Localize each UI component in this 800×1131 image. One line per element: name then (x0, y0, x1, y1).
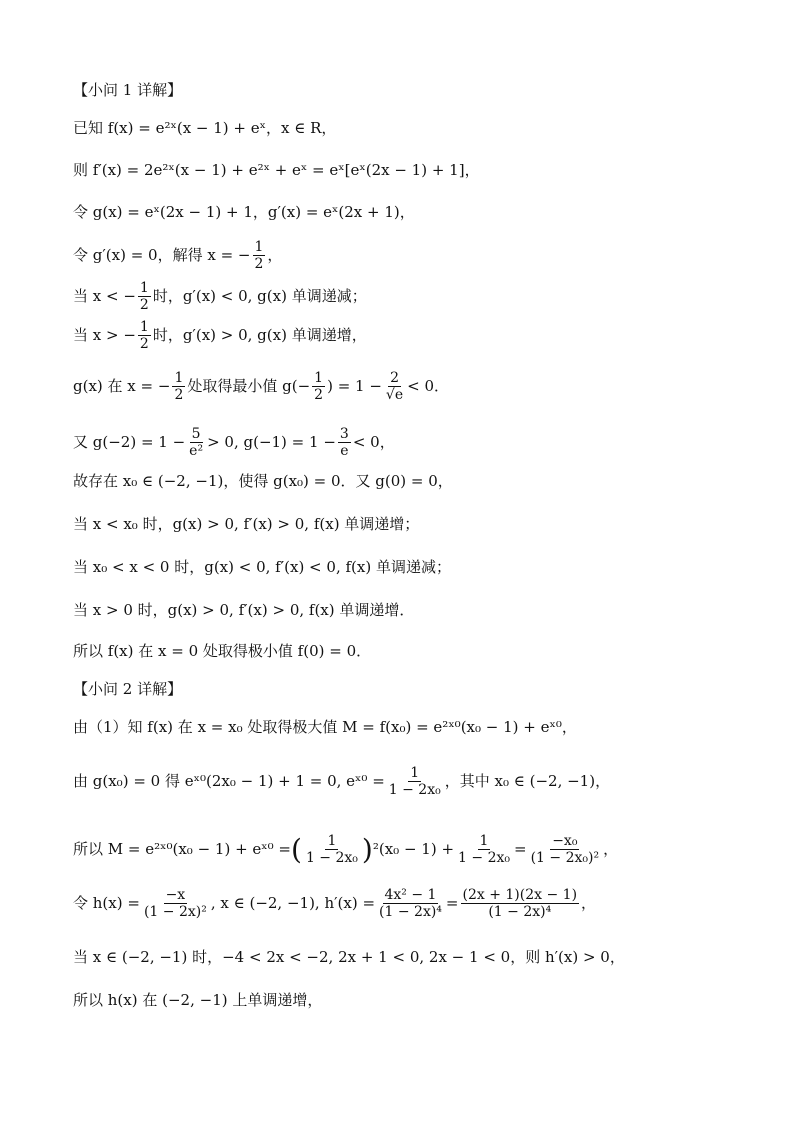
monotonic-conclusion-line: 所以 h(x) 在 (−2, −1) 上单调递增， (73, 991, 323, 1009)
fraction: $\frac{1}{2}$ (314, 370, 324, 403)
fraction: $\frac{1}{2}$ (139, 280, 149, 313)
fraction: $\frac{3}{e}$ (339, 426, 349, 459)
fraction: $\frac{\text{4x² − 1}}{\text{(1 − 2x)⁴}}$ (379, 887, 442, 920)
fraction: $\frac{1}{\text{1 − 2x₀}}$ (305, 833, 358, 866)
maximum-value-line: 由（1）知 f(x) 在 x = x₀ 处取得极大值 M = f(x₀) = e²ˣ⁰(x₀ − 1) + eˣ⁰， (73, 718, 577, 736)
minimum-value-line: g(x) 在 x = − $\frac{1}{2}$ 处取得最小值 g(− $\frac{1}{2}$ ) = 1 − $\frac{2}{√e}$ < 0． (73, 370, 450, 403)
sign-evaluation-line: 又 g(−2) = 1 − $\frac{5}{\text{e²}}$ > 0, g(−1) = 1 − $\frac{3}{e}$ < 0， (73, 426, 395, 459)
section-heading-1: 【小问 1 详解】 (73, 81, 183, 99)
solve-g-prime-line: 令 g′(x) = 0，解得 x = − $\frac{1}{2}$ ， (73, 239, 283, 272)
increasing-interval-line: 当 x > − $\frac{1}{2}$ 时，g′(x) > 0, g(x) 单调递增， (73, 319, 367, 352)
m-expression-line: 所以 M = e²ˣ⁰(x₀ − 1) + eˣ⁰ = ( $\frac{1}{\text{1 − 2x₀}}$ ) ²(x₀ − 1) + $\frac{1}{\text{1 − 2x₀}}$ = $\frac{\text{−x₀}}{\text{(1 − 2x₀)²}}$ ， (73, 832, 619, 866)
decreasing-interval-line: 当 x < − $\frac{1}{2}$ 时，g′(x) < 0, g(x) 单调递减； (73, 280, 367, 313)
fraction: $\frac{(2x + 1)(2x - 1)}{\text{(1 − 2x)⁴}}$ (462, 887, 578, 920)
h-function-line: 令 h(x) = $\frac{-x}{\text{(1 − 2x)²}}$ , x ∈ (−2, −1), h′(x) = $\frac{\text{4x² − 1}}{\text{(1 − 2x)⁴}}$ = $\frac{(2x + 1)(2x - 1)}{\text{(1 − 2x)⁴}}$ ， (73, 887, 597, 920)
fraction: $\frac{1}{\text{1 − 2x₀}}$ (388, 765, 441, 798)
fraction: $\frac{\text{−x₀}}{\text{(1 − 2x₀)²}}$ (530, 833, 600, 866)
substitution-line: 由 g(x₀) = 0 得 eˣ⁰(2x₀ − 1) + 1 = 0, eˣ⁰ = $\frac{1}{\text{1 − 2x₀}}$ ，其中 x₀ ∈ (−2, −1)， (73, 765, 611, 798)
define-g-line: 令 g(x) = eˣ(2x − 1) + 1，g′(x) = eˣ(2x + 1)， (73, 203, 415, 221)
fraction: $\frac{1}{2}$ (139, 319, 149, 352)
fraction: $\frac{1}{2}$ (254, 239, 264, 272)
fraction: $\frac{1}{\text{1 − 2x₀}}$ (458, 833, 510, 866)
conclusion-1-line: 所以 f(x) 在 x = 0 处取得极小值 f(0) = 0． (73, 642, 372, 660)
h-prime-sign-line: 当 x ∈ (−2, −1) 时，−4 < 2x < −2, 2x + 1 < 0, 2x − 1 < 0，则 h′(x) > 0， (73, 948, 625, 966)
section-heading-2: 【小问 2 详解】 (73, 680, 183, 698)
given-function-line: 已知 f(x) = e²ˣ(x − 1) + eˣ，x ∈ R， (73, 119, 337, 137)
case-1-line: 当 x < x₀ 时，g(x) > 0, f′(x) > 0, f(x) 单调递增； (73, 515, 420, 533)
fraction: $\frac{-x}{\text{(1 − 2x)²}}$ (143, 887, 207, 920)
fraction: $\frac{1}{2}$ (174, 370, 184, 403)
fraction: $\frac{2}{√e}$ (385, 370, 404, 403)
existence-line: 故存在 x₀ ∈ (−2, −1)，使得 g(x₀) = 0．又 g(0) = 0， (73, 472, 453, 490)
case-2-line: 当 x₀ < x < 0 时，g(x) < 0, f′(x) < 0, f(x) 单调递减； (73, 558, 451, 576)
fraction: $\frac{5}{\text{e²}}$ (189, 426, 204, 459)
derivative-line: 则 f′(x) = 2e²ˣ(x − 1) + e²ˣ + eˣ = eˣ[eˣ(2x − 1) + 1]， (73, 161, 480, 179)
case-3-line: 当 x > 0 时，g(x) > 0, f′(x) > 0, f(x) 单调递增． (73, 601, 415, 619)
